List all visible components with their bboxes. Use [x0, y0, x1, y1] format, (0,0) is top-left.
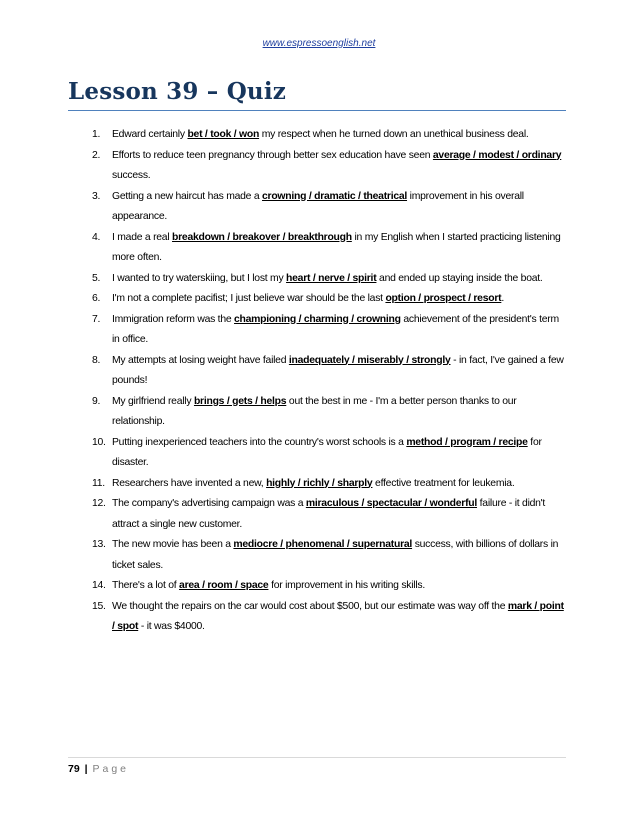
page-number: 79 [68, 763, 80, 775]
answer-options: method / program / recipe [406, 436, 528, 448]
page-footer [68, 763, 129, 775]
quiz-item [68, 351, 568, 392]
answer-options: inadequately / miserably / strongly [288, 354, 451, 366]
question-text-after: out the best in me - I'm a better person thanks to our relationship. [112, 395, 517, 427]
answer-options: heart / nerve / spirit [286, 272, 377, 284]
question-number: 2. [92, 149, 101, 161]
question-number: 4. [92, 231, 101, 243]
question-text-after: improvement in his overall appearance. [112, 190, 524, 222]
question-number: 6. [92, 293, 101, 304]
quiz-item [68, 146, 568, 187]
question-text-after: effective treatment for leukemia. [372, 477, 515, 489]
quiz-item [68, 576, 568, 597]
question-text-before: Researchers have invented a new, [112, 477, 267, 489]
question-number: 8. [92, 354, 101, 366]
quiz-item [68, 433, 568, 474]
answer-options: mark / point / spot [112, 600, 564, 632]
question-text-before: We thought the repairs on the car would cost about $500, but our estimate was way off the [112, 600, 508, 612]
question-text-before: Getting a new haircut has made a [112, 190, 263, 202]
question-text-after: in my English when I started practicing listening more often. [112, 231, 561, 263]
question-number: 9. [92, 395, 101, 407]
quiz-item [68, 228, 568, 269]
question-text-after: for improvement in his writing skills. [268, 580, 425, 591]
question-text-after: my respect when he turned down an unethical business deal. [259, 129, 529, 140]
question-text-after: failure - it didn't attract a single new customer. [112, 498, 546, 530]
question-number: 11. [92, 477, 105, 489]
footer-separator: | [84, 763, 88, 775]
question-number: 14. [92, 580, 106, 591]
question-text-before: My attempts at losing weight have failed [112, 354, 289, 366]
answer-options: highly / richly / sharply [266, 477, 373, 489]
quiz-item [68, 187, 568, 228]
question-number: 15. [92, 600, 106, 612]
answer-options: mediocre / phenomenal / supernatural [233, 539, 413, 550]
question-text-after: success, with billions of dollars in ticket sales. [112, 539, 559, 571]
question-text-after: - it was $4000. [138, 621, 205, 632]
question-number: 3. [92, 190, 101, 202]
question-text-after: . [501, 293, 504, 304]
question-number: 7. [92, 313, 101, 325]
quiz-item [68, 535, 568, 576]
question-number: 1. [92, 129, 101, 140]
question-text-after: success. [112, 170, 151, 181]
question-text-before: I'm not a complete pacifist; I just believe war should be the last [112, 293, 386, 304]
answer-options: option / prospect / resort [385, 293, 502, 304]
quiz-item [68, 597, 568, 638]
question-text-after: and ended up staying inside the boat. [376, 272, 543, 284]
quiz-item [68, 310, 568, 351]
question-text-before: Efforts to reduce teen pregnancy through better sex education have seen [112, 149, 433, 161]
quiz-item [68, 392, 568, 433]
question-text-before: Immigration reform was the [112, 313, 235, 325]
answer-options: championing / charming / crowning [234, 313, 401, 325]
answer-options: breakdown / breakover / breakthrough [172, 231, 352, 243]
answer-options: crowning / dramatic / theatrical [262, 190, 408, 202]
footer-divider [68, 757, 566, 758]
question-text-before: Edward certainly [112, 129, 188, 140]
question-text-before: I made a real [112, 231, 173, 243]
quiz-item [68, 269, 568, 290]
question-number: 13. [92, 539, 106, 550]
quiz-item [68, 474, 568, 495]
question-text-before: The company's advertising campaign was a [112, 498, 306, 509]
question-number: 10. [92, 436, 106, 448]
answer-options: miraculous / spectacular / wonderful [305, 498, 478, 509]
question-text-after: achievement of the president's term in office. [112, 313, 559, 345]
question-text-before: Putting inexperienced teachers into the country's worst schools is a [112, 436, 407, 448]
quiz-item [68, 289, 568, 310]
quiz-item [68, 494, 568, 535]
answer-options: area / room / space [179, 580, 269, 591]
header-url-link[interactable]: www.espressoenglish.net [262, 38, 376, 49]
quiz-item [68, 125, 568, 146]
question-number: 5. [92, 272, 101, 284]
question-text-before: There's a lot of [112, 580, 180, 591]
page-title: Lesson 39 – Quiz [68, 78, 287, 105]
page-label: Page [92, 763, 130, 775]
question-text-before: I wanted to try waterskiing, but I lost my [112, 272, 287, 284]
quiz-list [68, 125, 568, 638]
question-text-after: - in fact, I've gained a few pounds! [112, 354, 564, 386]
question-text-after: for disaster. [112, 436, 542, 468]
answer-options: brings / gets / helps [193, 395, 287, 407]
title-divider [68, 110, 566, 111]
question-number: 12. [92, 498, 106, 509]
answer-options: average / modest / ordinary [432, 149, 562, 161]
question-text-before: My girlfriend really [112, 395, 194, 407]
answer-options: bet / took / won [187, 129, 260, 140]
question-text-before: The new movie has been a [112, 539, 234, 550]
